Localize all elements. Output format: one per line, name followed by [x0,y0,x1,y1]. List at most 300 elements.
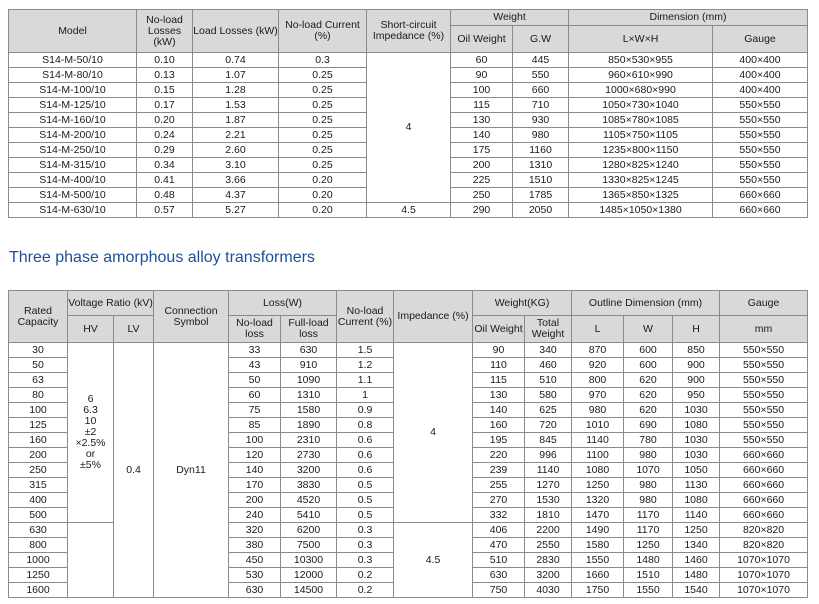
cell-noload-current: 1 [337,388,394,403]
cell-load-losses: 1.53 [193,98,279,113]
cell-l: 1250 [572,478,624,493]
cell-gauge: 660×660 [713,203,808,218]
cell-fullload-loss: 3200 [281,463,337,478]
cell-total-weight: 510 [525,373,572,388]
cell-l: 1750 [572,583,624,598]
cell-oil-weight: 160 [473,418,525,433]
cell-noload-current: 0.25 [279,113,367,128]
cell-load-losses: 0.74 [193,53,279,68]
cell-h: 1080 [673,418,720,433]
hv-line: 10 [84,415,97,427]
cell-total-weight: 1530 [525,493,572,508]
cell-oil-weight: 510 [473,553,525,568]
cell-w: 1480 [624,553,673,568]
header-weight: Weight(KG) [473,291,572,316]
cell-gauge: 550×550 [720,403,808,418]
cell-gauge: 550×550 [720,418,808,433]
cell-oil-weight: 110 [473,358,525,373]
header-voltage-ratio: Voltage Ratio (kV) [68,291,154,316]
cell-h: 1030 [673,403,720,418]
cell-noload-losses: 0.20 [137,113,193,128]
cell-impedance: 4 [394,343,473,523]
cell-fullload-loss: 1310 [281,388,337,403]
cell-noload-losses: 0.29 [137,143,193,158]
cell-fullload-loss: 5410 [281,508,337,523]
cell-h: 1050 [673,463,720,478]
cell-h: 1030 [673,448,720,463]
section-title: Three phase amorphous alloy transformers [9,249,315,266]
cell-lwh: 1485×1050×1380 [569,203,713,218]
cell-gw: 445 [513,53,569,68]
cell-gauge: 550×550 [713,143,808,158]
cell-oil-weight: 130 [473,388,525,403]
cell-gauge: 550×550 [720,343,808,358]
header-gauge-unit: mm [720,316,808,343]
cell-lwh: 1280×825×1240 [569,158,713,173]
cell-fullload-loss: 630 [281,343,337,358]
cell-gauge: 550×550 [713,128,808,143]
cell-w: 1070 [624,463,673,478]
hv-line: ×2.5% [75,437,106,449]
cell-l: 920 [572,358,624,373]
cell-noload-current: 0.25 [279,143,367,158]
header-impedance: Short-circuit Impedance (%) [367,10,451,53]
cell-load-losses: 1.87 [193,113,279,128]
cell-w: 980 [624,493,673,508]
cell-noload-loss: 120 [229,448,281,463]
cell-w: 980 [624,478,673,493]
header-noload-current: No-load Current (%) [337,291,394,343]
cell-impedance: 4 [367,53,451,203]
cell-h: 1130 [673,478,720,493]
cell-noload-loss: 240 [229,508,281,523]
cell-noload-current: 0.2 [337,583,394,598]
cell-load-losses: 3.10 [193,158,279,173]
cell-noload-loss: 140 [229,463,281,478]
cell-w: 980 [624,448,673,463]
cell-l: 970 [572,388,624,403]
cell-w: 780 [624,433,673,448]
cell-noload-current: 0.3 [337,538,394,553]
cell-noload-loss: 50 [229,373,281,388]
cell-noload-current: 0.25 [279,128,367,143]
cell-fullload-loss: 2730 [281,448,337,463]
cell-fullload-loss: 6200 [281,523,337,538]
cell-gauge: 550×550 [720,433,808,448]
cell-total-weight: 3200 [525,568,572,583]
cell-model: S14-M-315/10 [9,158,137,173]
header-noload-current: No-load Current (%) [279,10,367,53]
cell-oil-weight: 115 [451,98,513,113]
s14-transformer-table [8,9,808,218]
cell-h: 1340 [673,538,720,553]
cell-w: 1550 [624,583,673,598]
cell-gw: 1510 [513,173,569,188]
cell-noload-losses: 0.57 [137,203,193,218]
cell-w: 1170 [624,508,673,523]
cell-oil-weight: 225 [451,173,513,188]
cell-noload-current: 0.6 [337,448,394,463]
cell-rated-capacity: 50 [9,358,68,373]
cell-gauge: 550×550 [720,388,808,403]
cell-rated-capacity: 800 [9,538,68,553]
table-row [9,203,808,218]
cell-lwh: 850×530×955 [569,53,713,68]
cell-load-losses: 4.37 [193,188,279,203]
cell-noload-current: 0.5 [337,508,394,523]
cell-rated-capacity: 500 [9,508,68,523]
cell-gw: 930 [513,113,569,128]
cell-noload-current: 0.3 [337,553,394,568]
hv-line: ±2 [84,426,97,438]
cell-rated-capacity: 160 [9,433,68,448]
cell-noload-loss: 85 [229,418,281,433]
cell-noload-loss: 630 [229,583,281,598]
cell-total-weight: 580 [525,388,572,403]
header-oil-weight: Oil Weight [451,26,513,53]
cell-noload-current: 0.6 [337,433,394,448]
header-rated-capacity: Rated Capacity [9,291,68,343]
cell-oil-weight: 332 [473,508,525,523]
cell-oil-weight: 175 [451,143,513,158]
cell-lwh: 1235×800×1150 [569,143,713,158]
amorphous-table-body [9,343,808,598]
cell-gauge: 400×400 [713,53,808,68]
cell-lwh: 1050×730×1040 [569,98,713,113]
cell-h: 1540 [673,583,720,598]
cell-oil-weight: 90 [451,68,513,83]
cell-l: 1490 [572,523,624,538]
cell-h: 1080 [673,493,720,508]
cell-gauge: 1070×1070 [720,553,808,568]
cell-noload-losses: 0.34 [137,158,193,173]
cell-gw: 1160 [513,143,569,158]
header-noload-loss: No-load loss [229,316,281,343]
cell-noload-losses: 0.41 [137,173,193,188]
cell-l: 870 [572,343,624,358]
cell-rated-capacity: 80 [9,388,68,403]
cell-gauge: 1070×1070 [720,583,808,598]
cell-rated-capacity: 1250 [9,568,68,583]
cell-fullload-loss: 2310 [281,433,337,448]
cell-gauge: 820×820 [720,538,808,553]
cell-noload-loss: 60 [229,388,281,403]
header-noload-losses: No-load Losses (kW) [137,10,193,53]
header-dimension: Dimension (mm) [569,10,808,26]
cell-rated-capacity: 1000 [9,553,68,568]
cell-rated-capacity: 1600 [9,583,68,598]
header-gw: G.W [513,26,569,53]
cell-rated-capacity: 250 [9,463,68,478]
header-weight: Weight [451,10,569,26]
cell-load-losses: 3.66 [193,173,279,188]
cell-total-weight: 1810 [525,508,572,523]
cell-noload-loss: 33 [229,343,281,358]
cell-l: 1660 [572,568,624,583]
hv-line: ±5% [80,459,101,471]
cell-fullload-loss: 1580 [281,403,337,418]
cell-l: 1320 [572,493,624,508]
cell-fullload-loss: 3830 [281,478,337,493]
header-loss: Loss(W) [229,291,337,316]
cell-lwh: 1085×780×1085 [569,113,713,128]
cell-hv-empty [68,523,114,598]
cell-l: 1010 [572,418,624,433]
cell-l: 1100 [572,448,624,463]
cell-oil-weight: 90 [473,343,525,358]
cell-fullload-loss: 1890 [281,418,337,433]
cell-noload-current: 0.20 [279,173,367,188]
cell-h: 1480 [673,568,720,583]
cell-noload-loss: 43 [229,358,281,373]
cell-noload-losses: 0.13 [137,68,193,83]
cell-noload-loss: 100 [229,433,281,448]
cell-model: S14-M-50/10 [9,53,137,68]
cell-gw: 660 [513,83,569,98]
cell-l: 1470 [572,508,624,523]
header-gauge: Gauge [720,291,808,316]
cell-impedance: 4.5 [367,203,451,218]
cell-total-weight: 845 [525,433,572,448]
cell-lwh: 960×610×990 [569,68,713,83]
cell-noload-loss: 380 [229,538,281,553]
cell-gauge: 660×660 [720,493,808,508]
cell-noload-losses: 0.15 [137,83,193,98]
header-h: H [673,316,720,343]
cell-rated-capacity: 63 [9,373,68,388]
cell-lv: 0.4 [114,343,154,598]
table-row [9,53,808,68]
cell-l: 1580 [572,538,624,553]
cell-rated-capacity: 30 [9,343,68,358]
cell-gauge: 550×550 [713,173,808,188]
cell-oil-weight: 115 [473,373,525,388]
cell-w: 690 [624,418,673,433]
cell-model: S14-M-125/10 [9,98,137,113]
cell-h: 1140 [673,508,720,523]
cell-h: 1030 [673,433,720,448]
cell-oil-weight: 200 [451,158,513,173]
cell-noload-loss: 75 [229,403,281,418]
cell-noload-current: 0.25 [279,68,367,83]
cell-model: S14-M-80/10 [9,68,137,83]
cell-oil-weight: 140 [451,128,513,143]
cell-model: S14-M-160/10 [9,113,137,128]
cell-load-losses: 1.07 [193,68,279,83]
cell-noload-loss: 530 [229,568,281,583]
cell-w: 1170 [624,523,673,538]
header-total-weight: Total Weight [525,316,572,343]
cell-l: 1140 [572,433,624,448]
cell-w: 620 [624,388,673,403]
cell-oil-weight: 60 [451,53,513,68]
cell-gw: 980 [513,128,569,143]
cell-fullload-loss: 12000 [281,568,337,583]
cell-gauge: 550×550 [713,98,808,113]
cell-lwh: 1000×680×990 [569,83,713,98]
header-model: Model [9,10,137,53]
cell-noload-current: 0.25 [279,98,367,113]
cell-rated-capacity: 100 [9,403,68,418]
cell-connection-symbol: Dyn11 [154,343,229,598]
cell-gauge: 550×550 [720,373,808,388]
cell-noload-current: 0.25 [279,83,367,98]
cell-noload-current: 1.5 [337,343,394,358]
cell-hv [68,343,114,523]
cell-fullload-loss: 910 [281,358,337,373]
cell-model: S14-M-500/10 [9,188,137,203]
cell-model: S14-M-250/10 [9,143,137,158]
cell-total-weight: 625 [525,403,572,418]
cell-h: 850 [673,343,720,358]
cell-rated-capacity: 125 [9,418,68,433]
cell-w: 1250 [624,538,673,553]
cell-fullload-loss: 7500 [281,538,337,553]
cell-noload-current: 0.20 [279,188,367,203]
cell-noload-losses: 0.10 [137,53,193,68]
header-load-losses: Load Losses (kW) [193,10,279,53]
cell-h: 900 [673,373,720,388]
cell-gauge: 550×550 [713,158,808,173]
hv-line: 6.3 [83,404,98,416]
cell-oil-weight: 239 [473,463,525,478]
cell-noload-current: 0.8 [337,418,394,433]
cell-noload-current: 0.3 [337,523,394,538]
cell-rated-capacity: 630 [9,523,68,538]
hv-line: or [85,448,96,460]
cell-l: 800 [572,373,624,388]
cell-w: 620 [624,373,673,388]
header-lv: LV [114,316,154,343]
header-oil-weight: Oil Weight [473,316,525,343]
cell-model: S14-M-200/10 [9,128,137,143]
cell-load-losses: 2.21 [193,128,279,143]
cell-noload-loss: 320 [229,523,281,538]
cell-noload-current: 0.20 [279,203,367,218]
cell-gauge: 660×660 [713,188,808,203]
cell-l: 1080 [572,463,624,478]
cell-fullload-loss: 10300 [281,553,337,568]
cell-model: S14-M-400/10 [9,173,137,188]
cell-oil-weight: 100 [451,83,513,98]
cell-noload-current: 0.25 [279,158,367,173]
header-impedance: Impedance (%) [394,291,473,343]
cell-noload-loss: 170 [229,478,281,493]
cell-oil-weight: 290 [451,203,513,218]
cell-gauge: 550×550 [713,113,808,128]
cell-load-losses: 2.60 [193,143,279,158]
cell-oil-weight: 195 [473,433,525,448]
cell-fullload-loss: 1090 [281,373,337,388]
cell-total-weight: 720 [525,418,572,433]
cell-noload-current: 1.2 [337,358,394,373]
cell-impedance: 4.5 [394,523,473,598]
cell-lwh: 1365×850×1325 [569,188,713,203]
cell-oil-weight: 406 [473,523,525,538]
cell-gauge: 820×820 [720,523,808,538]
cell-w: 600 [624,358,673,373]
s14-table-body [9,53,808,218]
cell-total-weight: 4030 [525,583,572,598]
header-outline-dimension: Outline Dimension (mm) [572,291,720,316]
cell-oil-weight: 630 [473,568,525,583]
cell-total-weight: 996 [525,448,572,463]
table-row [9,343,808,358]
cell-gw: 710 [513,98,569,113]
cell-noload-current: 0.3 [279,53,367,68]
cell-oil-weight: 750 [473,583,525,598]
cell-gauge: 660×660 [720,463,808,478]
amorphous-transformer-table [8,290,808,598]
cell-gw: 550 [513,68,569,83]
cell-gauge: 660×660 [720,478,808,493]
cell-noload-current: 0.5 [337,478,394,493]
cell-total-weight: 2200 [525,523,572,538]
cell-oil-weight: 470 [473,538,525,553]
cell-gauge: 400×400 [713,83,808,98]
cell-gauge: 550×550 [720,358,808,373]
cell-lwh: 1330×825×1245 [569,173,713,188]
cell-rated-capacity: 200 [9,448,68,463]
cell-noload-current: 0.5 [337,493,394,508]
cell-total-weight: 1140 [525,463,572,478]
header-gauge: Gauge [713,26,808,53]
cell-load-losses: 1.28 [193,83,279,98]
header-fullload-loss: Full-load loss [281,316,337,343]
cell-noload-current: 1.1 [337,373,394,388]
cell-total-weight: 460 [525,358,572,373]
cell-noload-losses: 0.17 [137,98,193,113]
cell-oil-weight: 130 [451,113,513,128]
hv-line: 6 [87,393,94,405]
cell-oil-weight: 270 [473,493,525,508]
cell-l: 1550 [572,553,624,568]
cell-noload-losses: 0.24 [137,128,193,143]
cell-fullload-loss: 4520 [281,493,337,508]
header-lwh: L×W×H [569,26,713,53]
cell-total-weight: 340 [525,343,572,358]
cell-noload-loss: 200 [229,493,281,508]
cell-gauge: 1070×1070 [720,568,808,583]
cell-oil-weight: 220 [473,448,525,463]
cell-h: 1460 [673,553,720,568]
cell-oil-weight: 255 [473,478,525,493]
cell-h: 1250 [673,523,720,538]
cell-gw: 1785 [513,188,569,203]
cell-lwh: 1105×750×1105 [569,128,713,143]
cell-w: 620 [624,403,673,418]
cell-total-weight: 2830 [525,553,572,568]
cell-l: 980 [572,403,624,418]
cell-noload-current: 0.6 [337,463,394,478]
cell-rated-capacity: 315 [9,478,68,493]
cell-h: 900 [673,358,720,373]
cell-fullload-loss: 14500 [281,583,337,598]
cell-noload-current: 0.2 [337,568,394,583]
cell-gauge: 400×400 [713,68,808,83]
header-hv: HV [68,316,114,343]
cell-rated-capacity: 400 [9,493,68,508]
header-l: L [572,316,624,343]
cell-gw: 1310 [513,158,569,173]
cell-gw: 2050 [513,203,569,218]
cell-w: 1510 [624,568,673,583]
cell-oil-weight: 140 [473,403,525,418]
header-w: W [624,316,673,343]
cell-model: S14-M-630/10 [9,203,137,218]
cell-gauge: 660×660 [720,448,808,463]
cell-noload-losses: 0.48 [137,188,193,203]
